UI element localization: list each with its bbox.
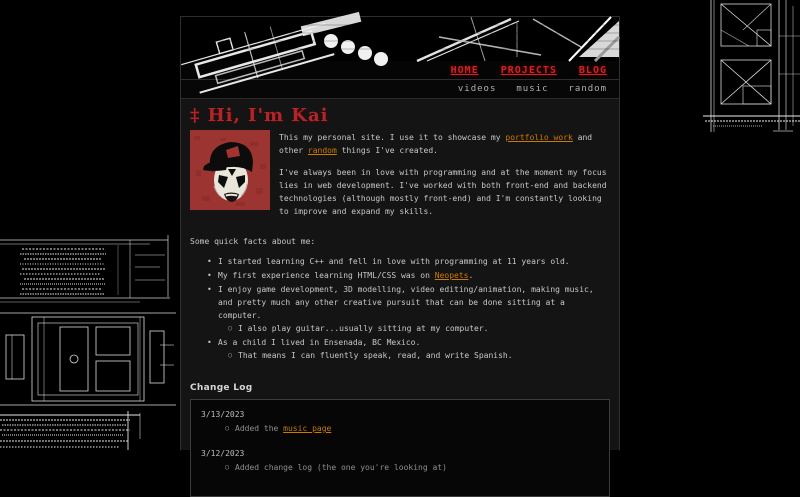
- fact-subitem: [238, 349, 610, 362]
- intro-p1-text-2: and other: [279, 133, 593, 155]
- banner-collage-image: [181, 17, 619, 61]
- site-column: [180, 16, 620, 472]
- fact-sublist: [218, 322, 610, 335]
- content: [181, 99, 619, 497]
- fact-text: I started learning C++ and fell in love with programming at 11 years old.: [218, 257, 570, 266]
- intro-paragraph-2: I've always been in love with programming and at the moment my focus lies in web development. I've worked with both front-end and backend technologies (although mostly front-end) and I'm constantly looking to improve and expand my skills.: [279, 168, 607, 216]
- changelog-items: [201, 422, 599, 435]
- random-link[interactable]: random: [307, 146, 337, 155]
- portfolio-work-link[interactable]: portfolio work: [505, 133, 573, 142]
- intro-p1-text-3: things I've created.: [336, 146, 438, 155]
- fact-subtext: That means I can fluently speak, read, and write Spanish.: [238, 351, 513, 360]
- fact-item: [218, 336, 610, 362]
- changelog-item-text: Added change log (the one you're looking at): [235, 463, 447, 472]
- changelog-item: [235, 422, 599, 435]
- fact-text: I enjoy game development, 3D modelling, video editing/animation, making music, and pretty much any other creative pursuit that can be done sitting at a computer.: [218, 285, 594, 320]
- avatar-image: [190, 130, 270, 210]
- changelog-entry: [201, 408, 599, 435]
- fact-text: My first experience learning HTML/CSS was on: [218, 271, 435, 280]
- facts-intro: Some quick facts about me:: [190, 237, 316, 246]
- fact-text: As a child I lived in Ensenada, BC Mexico.: [218, 338, 421, 347]
- facts-list: [190, 255, 610, 362]
- nav-projects-link[interactable]: PROJECTS: [500, 64, 557, 76]
- changelog-items: [201, 461, 599, 474]
- changelog-section: [190, 382, 610, 497]
- fact-item: [218, 283, 610, 335]
- fact-text: .: [468, 271, 474, 280]
- changelog-box: [190, 399, 610, 497]
- nav-home-link[interactable]: HOME: [450, 64, 479, 76]
- fact-subtext: I also play guitar...usually sitting at my computer.: [238, 324, 489, 333]
- nav-blog-link[interactable]: BLOG: [578, 64, 607, 76]
- intro-paragraph-1: [279, 131, 610, 157]
- neopets-link[interactable]: Neopets: [434, 271, 469, 280]
- page-title: ‡ Hi, I'm Kai: [190, 105, 329, 126]
- subnav-random-link[interactable]: random: [568, 84, 607, 94]
- changelog-entry: [201, 447, 599, 474]
- subnav-videos-link[interactable]: videos: [457, 84, 497, 94]
- blueprint-right-image: [703, 0, 800, 138]
- fact-subitem: [238, 322, 610, 335]
- fact-item: [218, 255, 610, 268]
- changelog-date: 3/12/2023: [201, 449, 245, 458]
- blueprint-left-image: [0, 235, 176, 450]
- intro-row: [190, 130, 610, 227]
- changelog-item: [235, 461, 599, 474]
- music-page-link[interactable]: music page: [283, 424, 332, 433]
- changelog-date: 3/13/2023: [201, 410, 245, 419]
- sub-nav: [181, 80, 619, 99]
- intro-text: [279, 130, 610, 227]
- fact-sublist: [218, 349, 610, 362]
- changelog-item-text: Added the: [235, 424, 284, 433]
- subnav-music-link[interactable]: music: [516, 84, 549, 94]
- changelog-title: Change Log: [190, 383, 253, 393]
- intro-p1-text-1: This my personal site. I use it to showcase my: [279, 133, 506, 142]
- fact-item: [218, 269, 610, 282]
